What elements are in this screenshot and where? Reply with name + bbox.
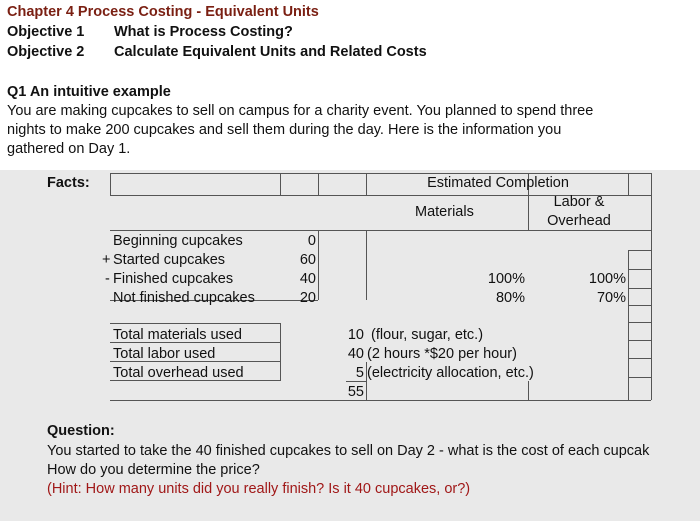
row-started-label: Started cupcakes	[113, 252, 226, 268]
cost-total: 55	[347, 384, 364, 400]
cost-materials-note: (flour, sugar, etc.)	[371, 327, 484, 343]
grid-line	[110, 230, 651, 231]
objective-2-text: Calculate Equivalent Units and Related Costs	[114, 44, 427, 60]
question-line-2: How do you determine the price?	[47, 462, 260, 478]
grid-line	[628, 305, 629, 400]
grid-line	[628, 173, 629, 195]
grid-line	[628, 250, 629, 305]
row-finished-materials: 100%	[487, 271, 525, 287]
materials-header: Materials	[415, 204, 474, 220]
grid-line	[651, 173, 652, 231]
grid-line	[628, 340, 651, 341]
row-not-finished-value: 20	[299, 290, 316, 306]
grid-line	[628, 288, 651, 289]
grid-line	[366, 230, 367, 300]
row-finished-prefix: -	[105, 271, 110, 287]
row-beginning-label: Beginning cupcakes	[113, 233, 243, 249]
row-not-finished-label: Not finished cupcakes	[113, 290, 255, 306]
grid-line	[318, 230, 319, 300]
cost-labor-label: Total labor used	[113, 346, 216, 362]
cost-materials-amount: 10	[347, 327, 364, 343]
q1-title: Q1 An intuitive example	[7, 84, 171, 100]
grid-line	[628, 269, 651, 270]
spreadsheet-area	[0, 170, 700, 521]
chapter-title: Chapter 4 Process Costing - Equivalent Units	[7, 4, 319, 20]
cost-overhead-amount: 5	[355, 365, 364, 381]
cost-overhead-note: (electricity allocation, etc.)	[367, 365, 534, 381]
facts-label: Facts:	[47, 175, 90, 191]
row-beginning-value: 0	[307, 233, 316, 249]
row-finished-labor: 100%	[588, 271, 626, 287]
row-started-prefix: +	[102, 252, 111, 268]
cost-labor-note: (2 hours *$20 per hour)	[367, 346, 517, 362]
objective-1-text: What is Process Costing?	[114, 24, 293, 40]
grid-line	[651, 230, 652, 400]
estimated-completion-header: Estimated Completion	[427, 175, 569, 191]
q1-paragraph-line-3: gathered on Day 1.	[7, 141, 131, 157]
cost-overhead-label: Total overhead used	[113, 365, 244, 381]
grid-line	[628, 305, 651, 306]
labor-header-line-1: Labor &	[553, 194, 605, 210]
grid-line	[628, 322, 651, 323]
grid-line	[318, 173, 319, 195]
grid-line	[110, 400, 651, 401]
row-started-value: 60	[299, 252, 316, 268]
row-not-finished-materials: 80%	[495, 290, 525, 306]
question-label: Question:	[47, 423, 115, 439]
cost-labor-amount: 40	[347, 346, 364, 362]
cost-materials-label: Total materials used	[113, 327, 242, 343]
grid-line	[110, 173, 111, 195]
grid-line	[628, 377, 651, 378]
grid-line	[280, 173, 281, 195]
grid-line	[280, 323, 281, 381]
q1-paragraph-line-1: You are making cupcakes to sell on campus for a charity event. You planned to spend three	[7, 103, 594, 119]
grid-line	[366, 173, 367, 195]
row-finished-label: Finished cupcakes	[113, 271, 234, 287]
grid-line	[110, 323, 280, 324]
labor-header-line-2: Overhead	[547, 213, 611, 229]
objective-2-number: Objective 2	[7, 44, 85, 60]
grid-line	[628, 250, 651, 251]
question-line-1: You started to take the 40 finished cupcakes to sell on Day 2 - what is the cost of each cupcak	[47, 443, 650, 459]
grid-line	[628, 358, 651, 359]
row-not-finished-labor: 70%	[596, 290, 626, 306]
objective-1-number: Objective 1	[7, 24, 85, 40]
question-hint: (Hint: How many units did you really finish? Is it 40 cupcakes, or?)	[47, 481, 471, 497]
row-finished-value: 40	[299, 271, 316, 287]
grid-line	[528, 381, 529, 400]
q1-paragraph-line-2: nights to make 200 cupcakes and sell them during the day. Here is the information you	[7, 122, 562, 138]
